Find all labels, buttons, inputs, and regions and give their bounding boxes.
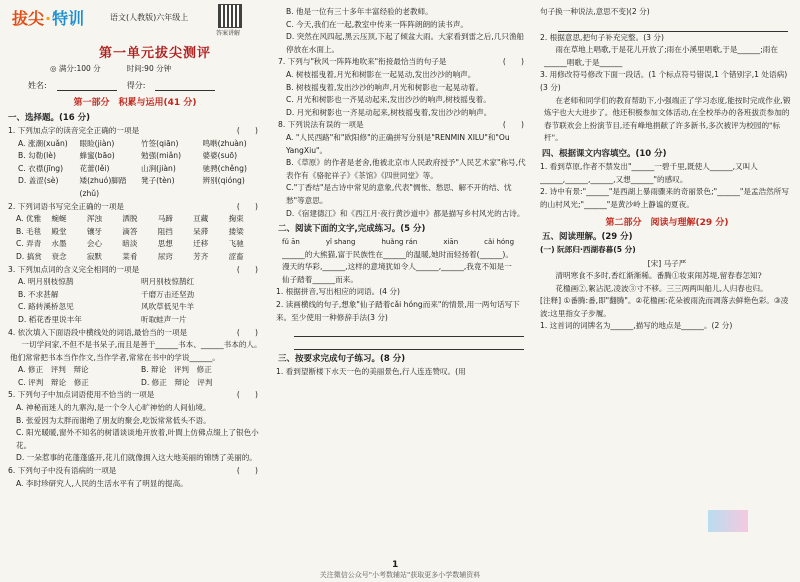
- q1-opt: 眼睑(jiàn): [79, 138, 115, 148]
- q4-opt: 修正: [196, 365, 212, 375]
- q2-opt: 会心: [86, 239, 103, 249]
- q3-opt: B. 不求甚解: [18, 289, 59, 299]
- full-score: ◎ 满分:100 分: [50, 64, 101, 73]
- meta-row: [50, 63, 264, 74]
- qr-code-icon[interactable]: [218, 4, 242, 28]
- q4-opt: 评判: [197, 377, 213, 387]
- q1-opt: D. 盖涩(sè): [18, 176, 59, 186]
- poem-author: [宋] 马子严: [647, 258, 687, 268]
- section-2-label: 二、阅读下面的文字,完成练习。(5 分): [278, 224, 426, 235]
- poem-line: 花楹画②,絮沾泥,凌波③寸不移。三三两两叫船儿,人归春也归。: [555, 283, 768, 293]
- q1-answer-box[interactable]: ( ): [236, 126, 258, 135]
- column-right: [540, 0, 794, 568]
- q7-answer-box[interactable]: ( ): [502, 57, 524, 67]
- q2-opt: 滴答: [122, 226, 138, 236]
- q2-opt: 水墨: [51, 239, 67, 249]
- q3-opt: C. 路转溪桥忽见: [18, 302, 74, 312]
- q3-answer-box[interactable]: ( ): [236, 264, 258, 274]
- pinyin: yǐ shang: [325, 238, 356, 247]
- q8-opt: D.《宿建德江》和《西江月·夜行黄沙道中》都是描写乡村风光的古诗。: [286, 208, 525, 218]
- q1-opt: 婆婆(suō): [202, 151, 238, 161]
- q7-opt: B. 树枝摇曳着,发出沙沙的响声,月光和树影也一起晃动着。: [286, 82, 484, 92]
- q1-opt: 驰骋(chěng): [202, 163, 247, 173]
- section-4-heading: [542, 147, 794, 159]
- q2-opt: 衰念: [51, 251, 67, 261]
- q1-opt: 凳子(tèn): [141, 176, 175, 186]
- q2-opt: 蜿蜒: [51, 214, 67, 224]
- q4-opt: 辩论: [174, 377, 190, 387]
- q3-opt: D. 稻花香里说丰年: [18, 314, 82, 324]
- q1-opt: 辨别(qióng): [202, 176, 245, 186]
- question-3: [6, 264, 264, 327]
- stamp-watermark: [708, 510, 748, 532]
- sentence-q3-text: 在老师和同学们的教育帮助下,小强端正了学习态度,能按时完成作业,锻炼宇也大大进步了。他还积极参加文体活动,在全校举办的各班拔贡参加的春节联欢会上扮演节目,还有峰地捐献了许多新书,多次被评为校园的"标杆"。: [544, 95, 791, 143]
- q7-opt: C. 月光和树影也一齐晃动起来,发出沙沙的响声,树枝摇曳着。: [286, 95, 491, 105]
- passage-line: 漫天的华彩,______,这样的意境犹如令人______,______,我竟不知是一: [282, 262, 512, 272]
- q6-opt: C. 今天,我们在一起,教室中传来一阵阵朗朗的读书声。: [286, 19, 469, 29]
- q2-opt: 涩畜: [228, 251, 244, 261]
- q2-opt: 殿堂: [51, 226, 67, 236]
- brand-logo: [12, 6, 84, 29]
- q1-stem: 1. 下列加点字的读音完全正确的一项是: [8, 126, 140, 135]
- answer-line[interactable]: [558, 19, 788, 32]
- pinyin: fǔ ān: [282, 238, 300, 247]
- q2-stem: 2. 下列词语书写完全正确的一项是: [8, 201, 124, 211]
- q2-opt: 搂梁: [228, 226, 244, 236]
- qr-label: 答案讲解: [216, 30, 241, 37]
- q2-opt: 镶牙: [86, 226, 103, 236]
- q1-opt: 花蕾(lěi): [79, 163, 110, 173]
- question-7: [276, 56, 530, 119]
- q1-opt: 勉强(miǎn): [141, 151, 182, 161]
- q4-passage: 一切学问家,不但不是书呆子,而且是善于______书本、______书本的人。他们常常把书本当作作文,当作学者,常常在书中的学说______。: [10, 340, 262, 362]
- q7-opt: A. 树枝摇曳着,月光和树影在一起晃动,发出沙沙的响声。: [286, 69, 476, 79]
- q2-opt: 尿窍: [157, 251, 173, 261]
- answer-line[interactable]: [294, 337, 524, 350]
- question-6: [6, 465, 264, 490]
- q3-opt: 千磨万击还坚劲: [141, 289, 195, 299]
- poem-q1: 1. 这首词的词牌名为______,描写的地点是______。(2 分): [540, 321, 733, 331]
- answer-line[interactable]: [294, 324, 524, 337]
- q6-opt: B. 他是一位有三十多年丰富经验的老教师。: [286, 7, 433, 16]
- part-1-heading: 第一部分 积累与运用(41 分): [73, 98, 197, 108]
- reading-sub1-title: (一) 阮郎归·西湖春暮(5 分): [540, 245, 636, 255]
- q3-opt: 明月别枝惊鹊红: [141, 277, 195, 287]
- q1-opt: 矮(zhuó)脚踏(zhǔ): [79, 176, 127, 198]
- q2-opt: 浑浊: [86, 214, 103, 224]
- poem-notes: [注释] ①番腾:番,即"翻腾"。②花楹画:花朵被雨洗而凋落去鲜艳色彩。③凌波:这里指女子步履。: [540, 296, 789, 318]
- q6-opt: D. 突然在风四起,黑云压顶,下起了倾盆大雨。大家看到雷之后,几只渔船停放在水面上。: [286, 32, 525, 54]
- q5-opt: C. 阳光暖暖,窗外不知名的树谱谈谈地开放着,叶間上仿佛点缀上了银色小花。: [16, 428, 259, 450]
- q5-opt: D. 一朵惹事的花蓬蓬盛开,花儿们就像拥入这大地美丽的锦绣了美丽的。: [16, 453, 257, 463]
- q2-answer-box[interactable]: ( ): [236, 201, 258, 211]
- q8-opt: A. "人民西路"和"欧阳修"的正确拼写分别是"RENMIN XILU"和"Ou YangXiu"。: [286, 132, 510, 155]
- name-row: [28, 80, 264, 91]
- q4-opt: 评判: [50, 365, 66, 375]
- q4-opt: 辩论: [73, 365, 89, 375]
- page-title: 第一单元拔尖测评: [98, 46, 211, 61]
- section-5-label: 五、阅读理解。(29 分): [542, 232, 633, 243]
- q7-stem: 7. 下列与"秋风一阵阵地吹来"衔接最恰当的句子是: [278, 57, 447, 67]
- question-2: [6, 201, 264, 264]
- section-1-heading: [8, 111, 264, 123]
- reading-2-passage: [276, 236, 530, 286]
- q1-opt: A. 涨潮(xuǎn): [18, 138, 68, 148]
- q2-opt: B. 毛毯: [16, 226, 42, 236]
- q6-opt: A. 李时珍研究人,人民的生活水平有了明显的提高。: [16, 478, 188, 488]
- q4-opt: D. 修正: [141, 377, 167, 387]
- section-3-label: 三、按要求完成句子练习。(8 分): [278, 354, 406, 365]
- q1-opt: C. 衣襟(jīng): [18, 163, 64, 173]
- column-left: [6, 0, 264, 568]
- question-8: [276, 119, 530, 220]
- q3-stem: 3. 下列加点词的含义完全相同的一项是: [8, 264, 140, 274]
- sentence-q2: 2. 根据意思,把句子补充完整。(3 分): [540, 32, 664, 42]
- q8-opt: C."丁香结"是古诗中常见的意象,代表"惆怅、愁思、解不开的结、忧愁"等意思。: [286, 183, 512, 205]
- name-label: 姓名:: [28, 81, 47, 90]
- sentence-q1: 1. 看到望断楼下水天一色的美丽景色,行人连连赞叹。(用: [276, 367, 466, 377]
- q4-opt: A. 修正: [18, 365, 44, 375]
- q5-stem: 5. 下列句子中加点词语使用不恰当的一项是: [8, 390, 155, 400]
- q3-opt: A. 明月别枝惊鹊: [18, 277, 74, 287]
- q1-opt: 蜂蜜(bāo): [79, 151, 115, 161]
- reading-2-q2: 2. 读画横线的句子,想象"仙子踏着cǎi hóng而来"的情景,用一两句话写下来。至少使用一种修辞手法(3 分): [276, 300, 520, 322]
- passage-line: 仙子踏着______而来。: [282, 274, 358, 284]
- pinyin: huǎng rán: [381, 238, 418, 247]
- subject: 语文(人教版)六年级上: [110, 13, 189, 22]
- time-limit: 时间:90 分钟: [126, 64, 172, 73]
- question-4: [6, 327, 264, 390]
- score-label: 得分:: [126, 81, 146, 90]
- question-5: [6, 389, 264, 465]
- pinyin: cǎi hóng: [484, 238, 515, 247]
- q2-opt: 马蹄: [157, 214, 173, 224]
- passage-line: ______的大熊猫,富于民族性在______的温暖,她时而轻扬着(______)。: [282, 249, 513, 259]
- q7-opt: D. 月光和树影也一齐晃动起来,树枝摇曳着,发出沙沙的响声。: [286, 107, 492, 117]
- q1-opt: 竹签(qiān): [141, 138, 179, 148]
- q8-stem: 8. 下列说法有误的一项是: [278, 120, 364, 130]
- q4-opt: B. 辩论: [141, 365, 167, 375]
- name-field[interactable]: [57, 90, 117, 91]
- column-middle: [276, 0, 530, 568]
- q2-opt: 掬束: [228, 214, 244, 224]
- q8-answer-box[interactable]: ( ): [502, 120, 524, 130]
- page-number: 1: [392, 560, 399, 570]
- q1-opt: 山涧(jiàn): [141, 163, 176, 173]
- q4-opt: 修正: [73, 377, 89, 387]
- brand-a: 拔尖: [12, 9, 45, 28]
- brand-dot: ·: [45, 9, 52, 28]
- section-1-label: 一、选择题。(16 分): [8, 113, 91, 123]
- q2-opt: 寂默: [86, 251, 103, 261]
- q2-opt: 飞驰: [228, 239, 244, 249]
- fill-q2: 2. 诗中有景:"______"是西湖上暴雨骤来的奇丽景色;"______"是孟浩然所写的山村风光;"______"是黄沙岭上静谧的夏夜。: [540, 187, 789, 209]
- q2-opt: 暗淡: [122, 239, 138, 249]
- sentence-q3: 3. 用修改符号修改下面一段话。(1 个标点符号错误,1 个错别字,1 处语病)(3 分): [540, 70, 788, 92]
- part-2-heading: 第二部分 阅读与理解(29 分): [605, 218, 729, 229]
- score-field[interactable]: [155, 90, 215, 91]
- q2-opt: C. 弄青: [16, 239, 42, 249]
- q4-opt: 辩论: [50, 377, 67, 387]
- q4-stem: 4. 依次填入下面语段中横线处的词语,最恰当的一项是: [8, 327, 188, 337]
- q6-stem: 6. 下列句子中没有语病的一项是: [8, 466, 117, 476]
- q3-opt: 风吹草低见牛羊: [141, 302, 195, 312]
- section-4-label: 四、根据课文内容填空。(10 分): [542, 148, 667, 159]
- sentence-q2-text: 雨在草地上唱歌,于是花儿开放了;雨在小溪里唱歌,于是______;雨在______唱歌,于是______: [544, 45, 778, 67]
- q1-opt: B. 勾勒(lè): [18, 151, 56, 161]
- q2-opt: 亘藏: [193, 214, 209, 224]
- q5-opt: B. 张爱因为太胖而谢绝了朋友的聚会,吃饭常常低头不语。: [16, 415, 211, 425]
- pinyin: xiān: [443, 238, 459, 247]
- q2-opt: D. 搞赏: [16, 251, 42, 261]
- question-1: [6, 125, 264, 201]
- q5-answer-box[interactable]: ( ): [236, 390, 258, 400]
- poem-line: 清明寒食不多时,香红渐渐稀。番腾①妆束闹苏堤,留春春怎知?: [555, 270, 762, 280]
- q2-opt: 迁移: [193, 239, 209, 249]
- q2-opt: 呆滞: [193, 226, 209, 236]
- q4-opt: 评判: [173, 365, 190, 375]
- brand-b: 特训: [52, 9, 85, 28]
- q8-opt: B.《草原》的作者是老舍,他被北京市人民政府授予"人民艺术家"称号,代表作有《骆驼祥子》《茶馆》《四世同堂》等。: [286, 158, 526, 180]
- section-2-heading: [278, 222, 530, 234]
- q2-opt: 阻挡: [157, 226, 173, 236]
- q6-answer-box[interactable]: ( ): [236, 466, 258, 476]
- section-3-heading: [278, 352, 530, 364]
- q3-opt: 听取蛙声一片: [141, 314, 187, 324]
- q4-opt: C. 评判: [18, 377, 44, 387]
- q2-opt: 芳齐: [193, 251, 209, 261]
- section-5-heading: [542, 230, 794, 242]
- sentence-q1-cont: 句子换一种说法,意思不变)(2 分): [540, 7, 650, 16]
- header: [6, 0, 264, 38]
- q5-opt: A. 神秘而迷人的九寨沟,是一个令人心旷神怡的人间仙境。: [16, 403, 211, 413]
- q4-answer-box[interactable]: ( ): [236, 327, 258, 337]
- q2-opt: A. 优雅: [16, 214, 42, 224]
- q2-opt: 思想: [157, 239, 173, 249]
- footer-note: 关注微信公众号"小考数辅站"获取更多小学数辅资料: [319, 571, 481, 579]
- fill-q1: 1. 看到草原,作者不禁发出"______一碧千里,既使人______,又叫人______,______,______,又想______"的感叹。: [540, 161, 758, 184]
- q2-opt: 菜肴: [122, 251, 138, 261]
- q2-opt: 洒脱: [122, 214, 138, 224]
- q1-opt: 鸣啭(zhuàn): [202, 138, 247, 148]
- reading-2-q1: 1. 根据拼音,写出相应的词语。(4 分): [276, 287, 400, 297]
